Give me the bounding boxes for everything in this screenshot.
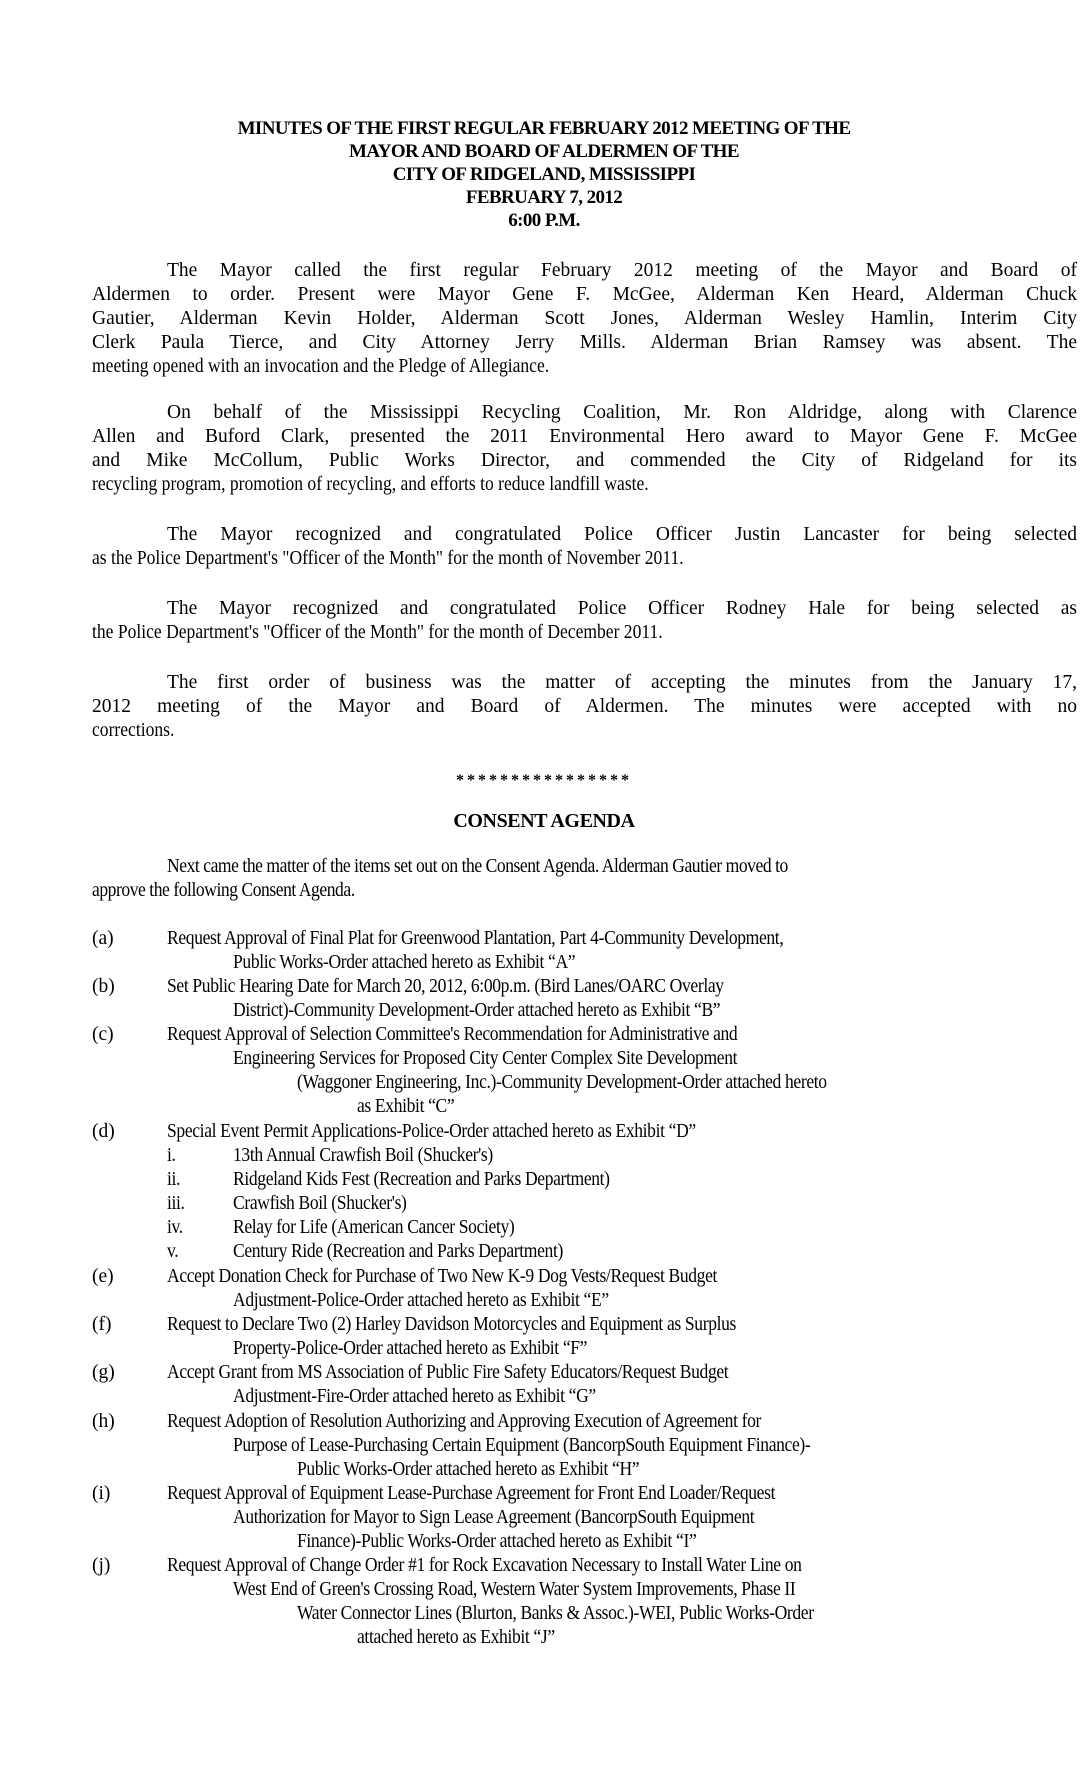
item-line: Special Event Permit Applications-Police-Order attached hereto as Exhibit “D” (167, 1121, 696, 1142)
item-line: Request to Declare Two (2) Harley Davidson Motorcycles and Equipment as Surplus (167, 1314, 737, 1335)
title-line-2: MAYOR AND BOARD OF ALDERMEN OF THE (349, 141, 739, 162)
item-label: (d) (92, 1121, 115, 1142)
item-line: Request Adoption of Resolution Authorizing and Approving Execution of Agreement for (167, 1411, 762, 1432)
paragraph-line: the Police Department's "Officer of the Month" for the month of December 2011. (92, 622, 663, 643)
item-line: Request Approval of Selection Committee's Recommendation for Administrative and (167, 1024, 738, 1045)
item-label: (b) (92, 976, 115, 997)
item-line: Request Approval of Change Order #1 for Rock Excavation Necessary to Install Water Line on (167, 1555, 802, 1576)
item-label: (c) (92, 1024, 114, 1045)
sub-item-text: Ridgeland Kids Fest (Recreation and Parks Department) (233, 1169, 610, 1190)
item-line: Public Works-Order attached hereto as Exhibit “H” (297, 1459, 640, 1480)
item-line: Authorization for Mayor to Sign Lease Agreement (BancorpSouth Equipment (233, 1507, 755, 1528)
item-line: Property-Police-Order attached hereto as Exhibit “F” (233, 1338, 588, 1359)
item-line: Public Works-Order attached hereto as Exhibit “A” (233, 952, 576, 973)
item-label: (g) (92, 1362, 115, 1383)
item-line: Set Public Hearing Date for March 20, 2012, 6:00p.m. (Bird Lanes/OARC Overlay (167, 976, 724, 997)
paragraph-line: approve the following Consent Agenda. (92, 880, 355, 901)
item-line: Request Approval of Final Plat for Greenwood Plantation, Part 4-Community Development, (167, 928, 784, 949)
paragraph-line: and Mike McCollum, Public Works Director, and commended the City of Ridgeland for its (92, 450, 1077, 471)
item-line: Accept Grant from MS Association of Public Fire Safety Educators/Request Budget (167, 1362, 729, 1383)
item-line: Purpose of Lease-Purchasing Certain Equipment (BancorpSouth Equipment Finance)- (233, 1435, 811, 1456)
section-separator: **************** (456, 772, 632, 789)
paragraph-line: The first order of business was the matter of accepting the minutes from the January 17, (167, 672, 1077, 693)
paragraph-line: The Mayor called the first regular February 2012 meeting of the Mayor and Board of (167, 260, 1077, 281)
item-line: Finance)-Public Works-Order attached hereto as Exhibit “I” (297, 1531, 697, 1552)
sub-item-text: Crawfish Boil (Shucker's) (233, 1193, 407, 1214)
paragraph-line: Allen and Buford Clark, presented the 2011 Environmental Hero award to Mayor Gene F. McGee (92, 426, 1077, 447)
sub-item-label: v. (167, 1241, 179, 1262)
sub-item-label: iii. (167, 1193, 185, 1214)
item-line: Water Connector Lines (Blurton, Banks & Assoc.)-WEI, Public Works-Order (297, 1603, 814, 1624)
item-label: (i) (92, 1483, 111, 1504)
paragraph-line: recycling program, promotion of recycling, and efforts to reduce landfill waste. (92, 474, 649, 495)
sub-item-label: iv. (167, 1217, 183, 1238)
item-line: West End of Green's Crossing Road, Western Water System Improvements, Phase II (233, 1579, 796, 1600)
paragraph-line: 2012 meeting of the Mayor and Board of Aldermen. The minutes were accepted with no (92, 696, 1077, 717)
item-label: (h) (92, 1411, 115, 1432)
section-heading-consent-agenda: CONSENT AGENDA (453, 810, 635, 832)
paragraph-line: The Mayor recognized and congratulated Police Officer Rodney Hale for being selected as (167, 598, 1077, 619)
sub-item-label: i. (167, 1145, 176, 1166)
item-line: Engineering Services for Proposed City Center Complex Site Development (233, 1048, 738, 1069)
paragraph-line: Next came the matter of the items set out on the Consent Agenda. Alderman Gautier moved to (167, 856, 788, 877)
paragraph-line: Gautier, Alderman Kevin Holder, Alderman Scott Jones, Alderman Wesley Hamlin, Interim City (92, 308, 1077, 329)
item-label: (a) (92, 928, 114, 949)
meeting-time: 6:00 P.M. (508, 210, 580, 231)
item-label: (f) (92, 1314, 112, 1335)
title-line-1: MINUTES OF THE FIRST REGULAR FEBRUARY 2012 MEETING OF THE (237, 118, 851, 139)
item-line: Adjustment-Police-Order attached hereto as Exhibit “E” (233, 1290, 609, 1311)
item-line: Request Approval of Equipment Lease-Purchase Agreement for Front End Loader/Request (167, 1483, 776, 1504)
sub-item-text: Century Ride (Recreation and Parks Department) (233, 1241, 563, 1262)
paragraph-line: On behalf of the Mississippi Recycling Coalition, Mr. Ron Aldridge, along with Clarence (167, 402, 1077, 423)
item-line: (Waggoner Engineering, Inc.)-Community Development-Order attached hereto (297, 1072, 827, 1093)
paragraph-line: The Mayor recognized and congratulated Police Officer Justin Lancaster for being selected (167, 524, 1077, 545)
paragraph-line: meeting opened with an invocation and the Pledge of Allegiance. (92, 356, 550, 377)
item-line: Adjustment-Fire-Order attached hereto as Exhibit “G” (233, 1386, 596, 1407)
item-line: Accept Donation Check for Purchase of Two New K-9 Dog Vests/Request Budget (167, 1266, 718, 1287)
item-line: attached hereto as Exhibit “J” (357, 1627, 555, 1648)
item-label: (j) (92, 1555, 111, 1576)
item-line: District)-Community Development-Order attached hereto as Exhibit “B” (233, 1000, 721, 1021)
item-label: (e) (92, 1266, 114, 1287)
sub-item-text: Relay for Life (American Cancer Society) (233, 1217, 515, 1238)
paragraph-line: Clerk Paula Tierce, and City Attorney Jerry Mills. Alderman Brian Ramsey was absent. The (92, 332, 1077, 353)
paragraph-line: corrections. (92, 720, 175, 741)
paragraph-line: Aldermen to order. Present were Mayor Gene F. McGee, Alderman Ken Heard, Alderman Chuck (92, 284, 1077, 305)
sub-item-label: ii. (167, 1169, 181, 1190)
sub-item-text: 13th Annual Crawfish Boil (Shucker's) (233, 1145, 493, 1166)
title-line-3: CITY OF RIDGELAND, MISSISSIPPI (392, 164, 696, 185)
meeting-date: FEBRUARY 7, 2012 (465, 187, 623, 208)
item-line: as Exhibit “C” (357, 1096, 455, 1117)
paragraph-line: as the Police Department's "Officer of the Month" for the month of November 2011. (92, 548, 684, 569)
